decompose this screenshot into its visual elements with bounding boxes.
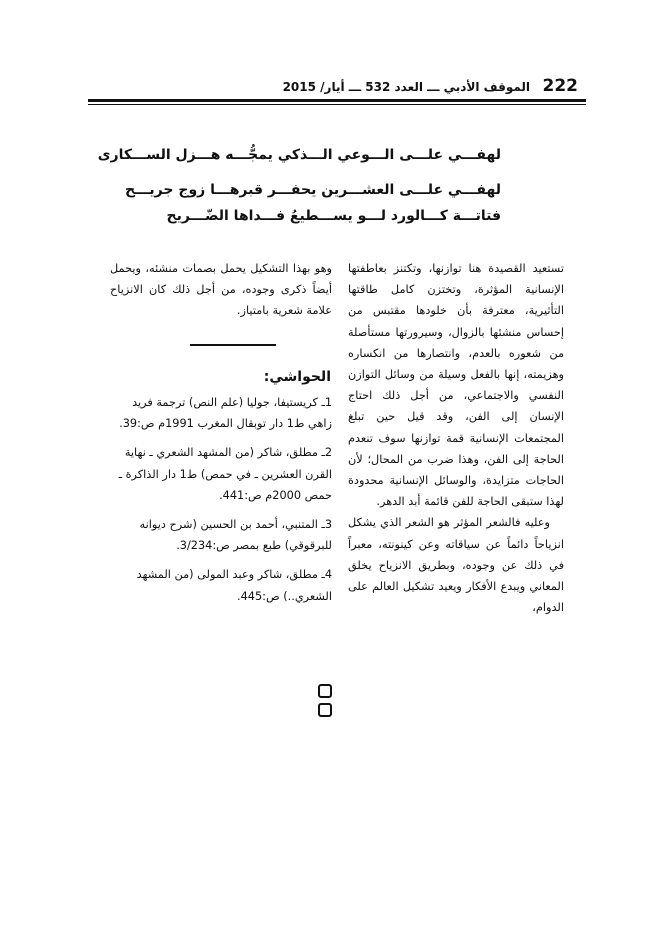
ornament-icon <box>318 683 344 697</box>
running-title: الموقف الأدبي ـــ العدد 532 ـــ أيار/ 2015 <box>282 80 530 94</box>
notes-title: الحواشي: <box>263 369 331 385</box>
separator-line <box>190 344 276 346</box>
paragraph: وهو بهذا التشكيل يحمل بصمات منشئه، ويحمل أيضاً ذكرى وجوده، من أجل ذلك كان الانزياح علامة شعرية بامتياز. <box>110 262 332 318</box>
header-rule <box>88 99 586 102</box>
verse-line: لهفـــي علـــى الـــوعي الـــذكي يمجُّـــه هـــزل الســـكارى <box>97 147 501 163</box>
footnote: 1ـ كريستيفا، جوليا (علم النص) ترجمة فريد زاهي ط1 دار توبقال المغرب 1991م ص:39. <box>119 396 332 431</box>
verse-line: لهفـــي علـــى العشـــرين يحفـــر قبرهـــا زوج جريـــح <box>124 182 501 198</box>
footnote: 3ـ المتنبي، أحمد بن الحسين (شرح ديوانه للبرقوقي) طبع بمصر ص:3/234. <box>139 518 332 553</box>
footnote: 4ـ مطلق، شاكر وعبد المولى (من المشهد الشعري..) ص:445. <box>136 568 332 603</box>
footnote: 2ـ مطلق، شاكر (من المشهد الشعري ـ نهاية القرن العشرين ـ في حمص) ط1 دار الذاكرة ـ حمص 2000م ص:441. <box>118 446 332 502</box>
paragraph: تستعيد القصيدة هنا توازنها، وتكتنز بعاطفتها الإنسانية المؤثرة، وتختزن كامل طاقتها التأثيرية، معترفة بأن خلودها مقتبس من إحساس منشئها بالزوال، وسيرورتها مستأصلة من شعوره بالعدم، وانتصارها من انكساره وهزيمته، إنها بالفعل وسيلة من وسائل التوازن النفسي والاجتماعي، من أجل ذلك احتاج الإنسان إلى الفن، وقد قيل حين تبلغ المجتمعات الإنسانية قمة توازنها سوف تنعدم الحاجة إلى الفن، وهذا ضرب من المحال؛ لأن الحاجات متزايدة، والوسائل الإنسانية محدودة لهذا ستبقى الحاجة للفن قائمة أبد الدهر. <box>348 262 564 509</box>
header-rule-thin <box>88 104 586 105</box>
page-header <box>0 72 600 98</box>
paragraph: وعليه فالشعر المؤثر هو الشعر الذي يشكل انزياحاً دائماً عن سياقاته وعن كينونته، معبراً في ذلك عن وجوده، وبطريق الانزياح يخلق المعاني ويبدع الأفكار ويعيد تشكيل العالم على الدوام، <box>348 516 564 615</box>
right-column <box>348 258 564 618</box>
left-column <box>110 258 332 322</box>
footnotes <box>110 392 332 615</box>
verse-line: فتاتـــة كـــالورد لـــو يســـطيعُ فـــداها الضّـــريح <box>166 208 501 224</box>
page-number: 222 <box>542 76 578 96</box>
